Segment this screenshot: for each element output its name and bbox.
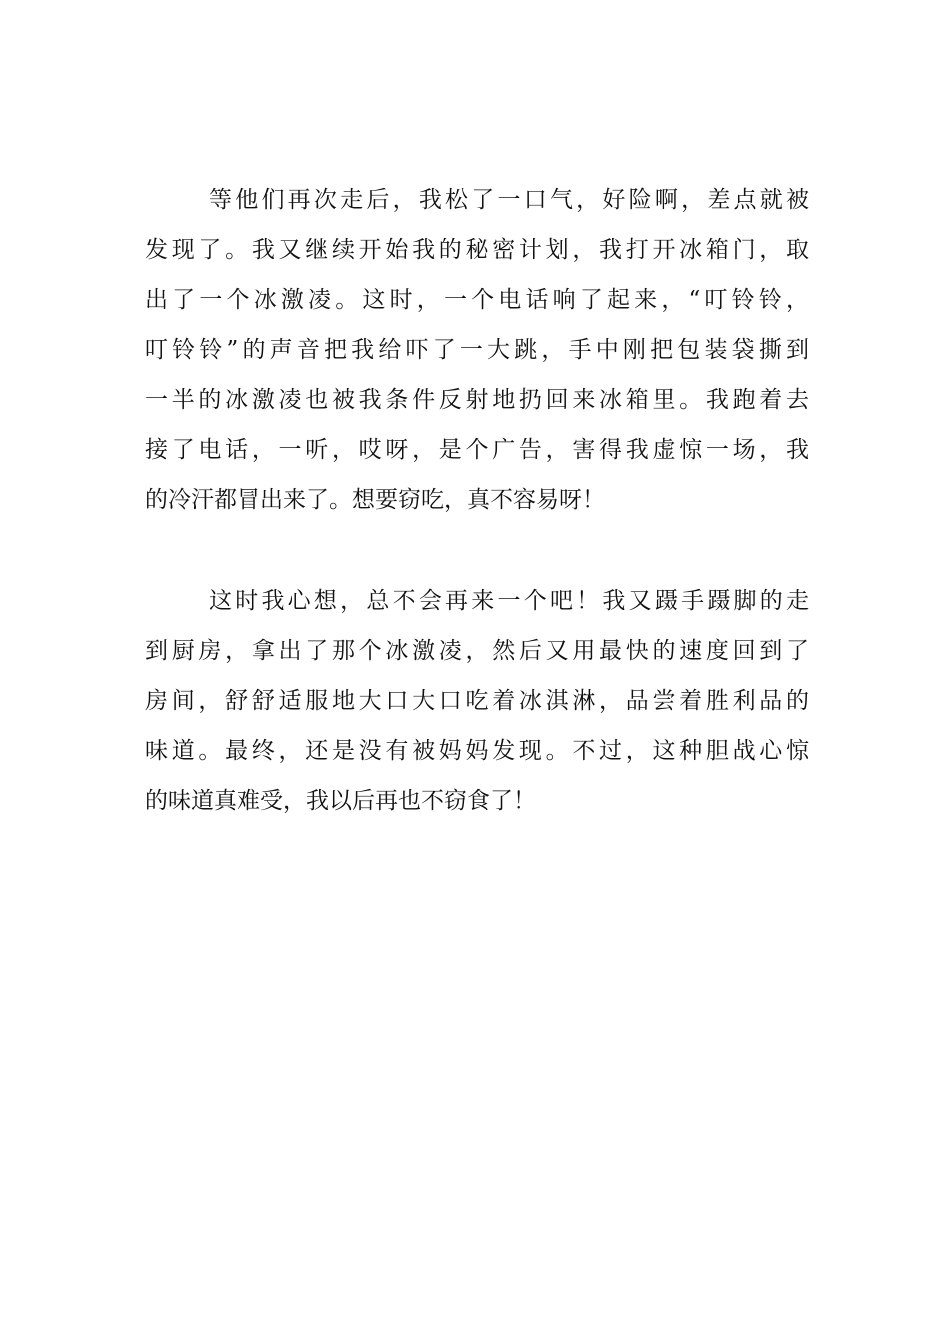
paragraph-line: 这时我心想，总不会再来一个吧！我又蹑手蹑脚的走: [209, 588, 809, 614]
paragraph-line: 等他们再次走后，我松了一口气，好险啊，差点就被: [209, 187, 809, 213]
paragraph-line: 发现了。我又继续开始我的秘密计划，我打开冰箱门，取: [145, 237, 809, 263]
paragraph-line: 的味道真难受，我以后再也不窃食了！: [145, 788, 536, 814]
paragraph-line: 叮铃铃”的声音把我给吓了一大跳，手中刚把包装袋撕到: [145, 337, 809, 363]
paragraph-line: 房间，舒舒适服地大口大口吃着冰淇淋，品尝着胜利品的: [145, 688, 809, 714]
paragraph-line: 到厨房，拿出了那个冰激凌，然后又用最快的速度回到了: [145, 638, 809, 664]
paragraph-line: 出了一个冰激凌。这时，一个电话响了起来，“叮铃铃，: [145, 287, 809, 313]
paragraph-line: 味道。最终，还是没有被妈妈发现。不过，这种胆战心惊: [145, 738, 809, 764]
paragraph-line: 一半的冰激凌也被我条件反射地扔回来冰箱里。我跑着去: [145, 387, 809, 413]
paragraph-line: 接了电话，一听，哎呀，是个广告，害得我虚惊一场，我: [145, 437, 809, 463]
paragraph-line: 的冷汗都冒出来了。想要窃吃，真不容易呀！: [145, 487, 605, 513]
paragraph-2: [145, 576, 809, 826]
paragraph-1: [145, 175, 809, 525]
